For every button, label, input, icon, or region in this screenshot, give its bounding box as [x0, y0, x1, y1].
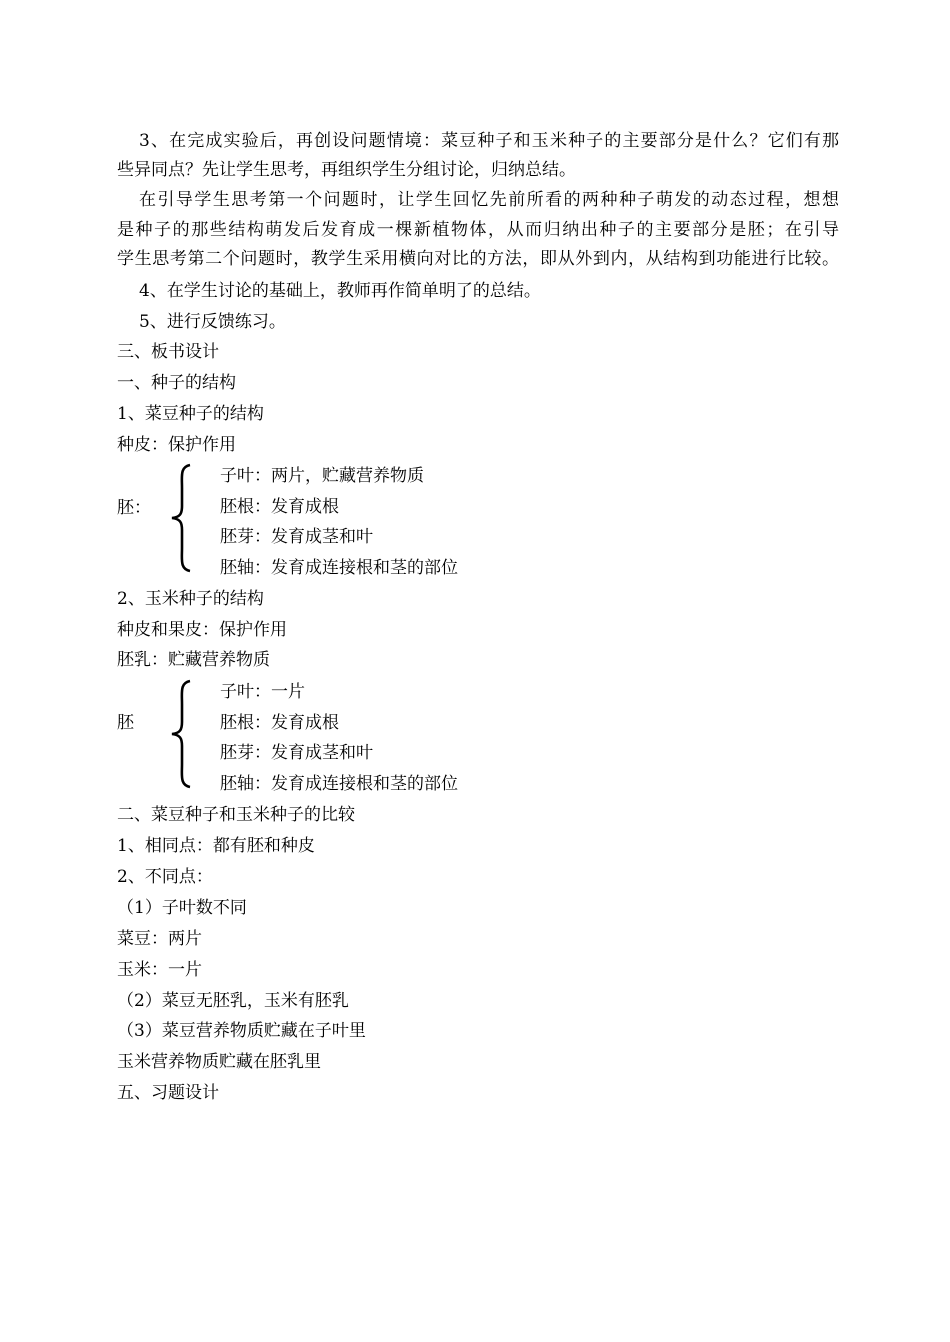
difference-1-corn: 玉米：一片 — [117, 960, 202, 980]
difference-3: （3）菜豆营养物质贮藏在子叶里 — [117, 1021, 366, 1041]
bean-seed-title: 1、菜豆种子的结构 — [117, 404, 264, 424]
paragraph-5: 5、进行反馈练习。 — [139, 312, 286, 332]
bean-embryo-hypocotyl: 胚轴：发育成连接根和茎的部位 — [220, 558, 458, 578]
paragraph-3-line-1: 3、在完成实验后，再创设问题情境：菜豆种子和玉米种子的主要部分是什么？它们有那 — [139, 131, 839, 151]
difference-3-corn: 玉米营养物质贮藏在胚乳里 — [117, 1052, 321, 1072]
corn-embryo-hypocotyl: 胚轴：发育成连接根和茎的部位 — [220, 774, 458, 794]
paragraph-3-line-2: 些异同点？先让学生思考，再组织学生分组讨论，归纳总结。 — [117, 160, 576, 180]
bean-embryo-radicle: 胚根：发育成根 — [220, 497, 339, 517]
board-design-heading: 三、板书设计 — [117, 342, 219, 362]
exercise-heading: 五、习题设计 — [117, 1083, 219, 1103]
corn-embryo-brace — [168, 678, 198, 790]
bean-embryo-label: 胚： — [117, 498, 151, 518]
difference-heading: 2、不同点： — [117, 867, 213, 887]
seed-structure-heading: 一、种子的结构 — [117, 373, 236, 393]
similarity-line: 1、相同点：都有胚和种皮 — [117, 836, 315, 856]
corn-endosperm: 胚乳：贮藏营养物质 — [117, 650, 270, 670]
bean-seed-coat: 种皮：保护作用 — [117, 435, 236, 455]
corn-embryo-plumule: 胚芽：发育成茎和叶 — [220, 743, 373, 763]
difference-1: （1）子叶数不同 — [117, 898, 247, 918]
difference-1-bean: 菜豆：两片 — [117, 929, 202, 949]
corn-embryo-radicle: 胚根：发育成根 — [220, 713, 339, 733]
guide-paragraph-line-1: 在引导学生思考第一个问题时，让学生回忆先前所看的两种种子萌发的动态过程，想想 — [139, 190, 839, 210]
bean-embryo-brace — [168, 462, 198, 574]
bean-embryo-cotyledon: 子叶：两片，贮藏营养物质 — [220, 466, 424, 486]
difference-2: （2）菜豆无胚乳，玉米有胚乳 — [117, 991, 349, 1011]
guide-paragraph-line-2: 是种子的那些结构萌发后发育成一棵新植物体，从而归纳出种子的主要部分是胚；在引导 — [117, 220, 839, 240]
bean-embryo-plumule: 胚芽：发育成茎和叶 — [220, 527, 373, 547]
corn-embryo-cotyledon: 子叶：一片 — [220, 682, 305, 702]
comparison-heading: 二、菜豆种子和玉米种子的比较 — [117, 805, 355, 825]
corn-seed-coat: 种皮和果皮：保护作用 — [117, 620, 287, 640]
corn-embryo-label: 胚 — [117, 713, 134, 733]
paragraph-4: 4、在学生讨论的基础上，教师再作简单明了的总结。 — [139, 281, 541, 301]
corn-seed-title: 2、玉米种子的结构 — [117, 589, 264, 609]
guide-paragraph-line-3: 学生思考第二个问题时，教学生采用横向对比的方法，即从外到内，从结构到功能进行比较。 — [117, 249, 839, 269]
